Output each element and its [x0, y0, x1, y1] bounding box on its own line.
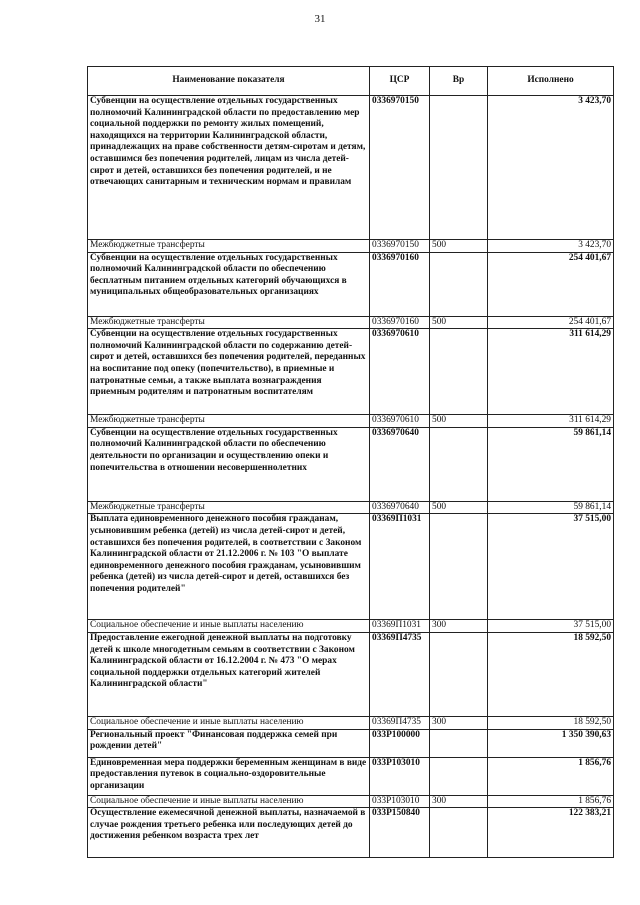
header-vr: Вр [430, 67, 488, 96]
table-row [88, 252, 614, 316]
cell-csr: 033P150840 [370, 808, 430, 858]
header-name: Наименование показателя [88, 67, 370, 96]
cell-csr: 03369П1031 [370, 620, 430, 633]
table-row [88, 808, 614, 858]
cell-vr [430, 96, 488, 240]
cell-name: Межбюджетные трансферты [88, 316, 370, 329]
table-row [88, 795, 614, 808]
cell-name: Единовременная мера поддержки беременным женщинам в виде предоставления путевок в социально-оздоровительные организации [88, 757, 370, 795]
table-body [88, 96, 614, 858]
table-row [88, 316, 614, 329]
cell-csr: 0336970150 [370, 96, 430, 240]
cell-vr [430, 757, 488, 795]
cell-sum: 311 614,29 [488, 329, 614, 415]
cell-vr: 300 [430, 795, 488, 808]
cell-sum: 3 423,70 [488, 96, 614, 240]
cell-sum: 37 515,00 [488, 620, 614, 633]
cell-vr [430, 427, 488, 501]
cell-vr: 300 [430, 716, 488, 729]
table-row [88, 240, 614, 253]
cell-name: Межбюджетные трансферты [88, 240, 370, 253]
cell-csr: 0336970640 [370, 501, 430, 514]
cell-vr: 500 [430, 415, 488, 428]
cell-sum: 1 856,76 [488, 795, 614, 808]
cell-sum: 18 592,50 [488, 716, 614, 729]
cell-sum: 1 350 390,63 [488, 729, 614, 757]
cell-name: Социальное обеспечение и иные выплаты населению [88, 716, 370, 729]
cell-csr: 03369П4735 [370, 716, 430, 729]
cell-csr: 0336970150 [370, 240, 430, 253]
table-row [88, 96, 614, 240]
cell-csr: 033P103010 [370, 795, 430, 808]
cell-csr: 0336970610 [370, 415, 430, 428]
cell-name: Региональный проект "Финансовая поддержка семей при рождении детей" [88, 729, 370, 757]
cell-csr: 0336970610 [370, 329, 430, 415]
table-row [88, 729, 614, 757]
cell-name: Субвенции на осуществление отдельных государственных полномочий Калининградской области по предоставлению мер социальной поддержки по ремонту жилых помещений, находящихся на территории Калининградской области, принадлежащих на праве собственности детям-сиротам и детям, оставшимся без попечения родителей, лицам из числа детей-сирот и детей, оставшихся без попечения родителей, и не отвечающих санитарным и техническим нормам и правилам [88, 96, 370, 240]
cell-name: Межбюджетные трансферты [88, 501, 370, 514]
cell-vr [430, 252, 488, 316]
table-row [88, 632, 614, 716]
cell-sum: 37 515,00 [488, 514, 614, 620]
cell-name: Субвенции на осуществление отдельных государственных полномочий Калининградской области по обеспечению бесплатным питанием отдельных категорий обучающихся в муниципальных общеобразовательных организациях [88, 252, 370, 316]
table-row [88, 501, 614, 514]
cell-name: Социальное обеспечение и иные выплаты населению [88, 795, 370, 808]
header-sum: Исполнено [488, 67, 614, 96]
table-row [88, 757, 614, 795]
page-number: 31 [314, 13, 326, 25]
cell-csr: 03369П1031 [370, 514, 430, 620]
cell-name: Межбюджетные трансферты [88, 415, 370, 428]
cell-name: Социальное обеспечение и иные выплаты населению [88, 620, 370, 633]
cell-sum: 254 401,67 [488, 252, 614, 316]
cell-sum: 311 614,29 [488, 415, 614, 428]
cell-sum: 59 861,14 [488, 427, 614, 501]
header-csr: ЦСР [370, 67, 430, 96]
cell-vr: 300 [430, 620, 488, 633]
table-row [88, 427, 614, 501]
cell-sum: 3 423,70 [488, 240, 614, 253]
cell-sum: 122 383,21 [488, 808, 614, 858]
cell-csr: 0336970160 [370, 316, 430, 329]
table-row [88, 415, 614, 428]
report-table [87, 66, 614, 858]
cell-csr: 03369П4735 [370, 632, 430, 716]
table-row [88, 514, 614, 620]
cell-csr: 0336970640 [370, 427, 430, 501]
table-row [88, 329, 614, 415]
cell-name: Субвенции на осуществление отдельных государственных полномочий Калининградской области по обеспечению деятельности по организации и осуществлению опеки и попечительства в отношении несовершеннолетних [88, 427, 370, 501]
table-header-row [88, 67, 614, 96]
cell-sum: 59 861,14 [488, 501, 614, 514]
cell-vr [430, 808, 488, 858]
table-row [88, 716, 614, 729]
cell-csr: 033P103010 [370, 757, 430, 795]
cell-vr: 500 [430, 240, 488, 253]
cell-sum: 18 592,50 [488, 632, 614, 716]
cell-name: Предоставление ежегодной денежной выплаты на подготовку детей к школе многодетным семьям в соответствии с Законом Калининградской области от 16.12.2004 г. № 473 "О мерах социальной поддержки отдельных категорий жителей Калининградской области" [88, 632, 370, 716]
table-row [88, 620, 614, 633]
cell-name: Выплата единовременного денежного пособия гражданам, усыновившим ребенка (детей) из числа детей-сирот и детей, оставшихся без попечения родителей, в соответствии с Законом Калининградской области от 21.12.2006 г. № 103 "О выплате единовременного денежного пособия гражданам, усыновившим ребенка (детей) из числа детей-сирот и детей, оставшихся без попечения родителей" [88, 514, 370, 620]
cell-vr [430, 632, 488, 716]
cell-vr [430, 514, 488, 620]
cell-vr [430, 729, 488, 757]
cell-sum: 254 401,67 [488, 316, 614, 329]
cell-csr: 0336970160 [370, 252, 430, 316]
cell-csr: 033P100000 [370, 729, 430, 757]
cell-name: Осуществление ежемесячной денежной выплаты, назначаемой в случае рождения третьего ребенка или последующих детей до достижения ребенком возраста трех лет [88, 808, 370, 858]
cell-name: Субвенции на осуществление отдельных государственных полномочий Калининградской области по содержанию детей-сирот и детей, оставшихся без попечения родителей, переданных на воспитание под опеку (попечительство), в приемные и патронатные семьи, а также выплата вознаграждения приемным родителям и патронатным воспитателям [88, 329, 370, 415]
cell-sum: 1 856,76 [488, 757, 614, 795]
cell-vr: 500 [430, 316, 488, 329]
cell-vr: 500 [430, 501, 488, 514]
cell-vr [430, 329, 488, 415]
